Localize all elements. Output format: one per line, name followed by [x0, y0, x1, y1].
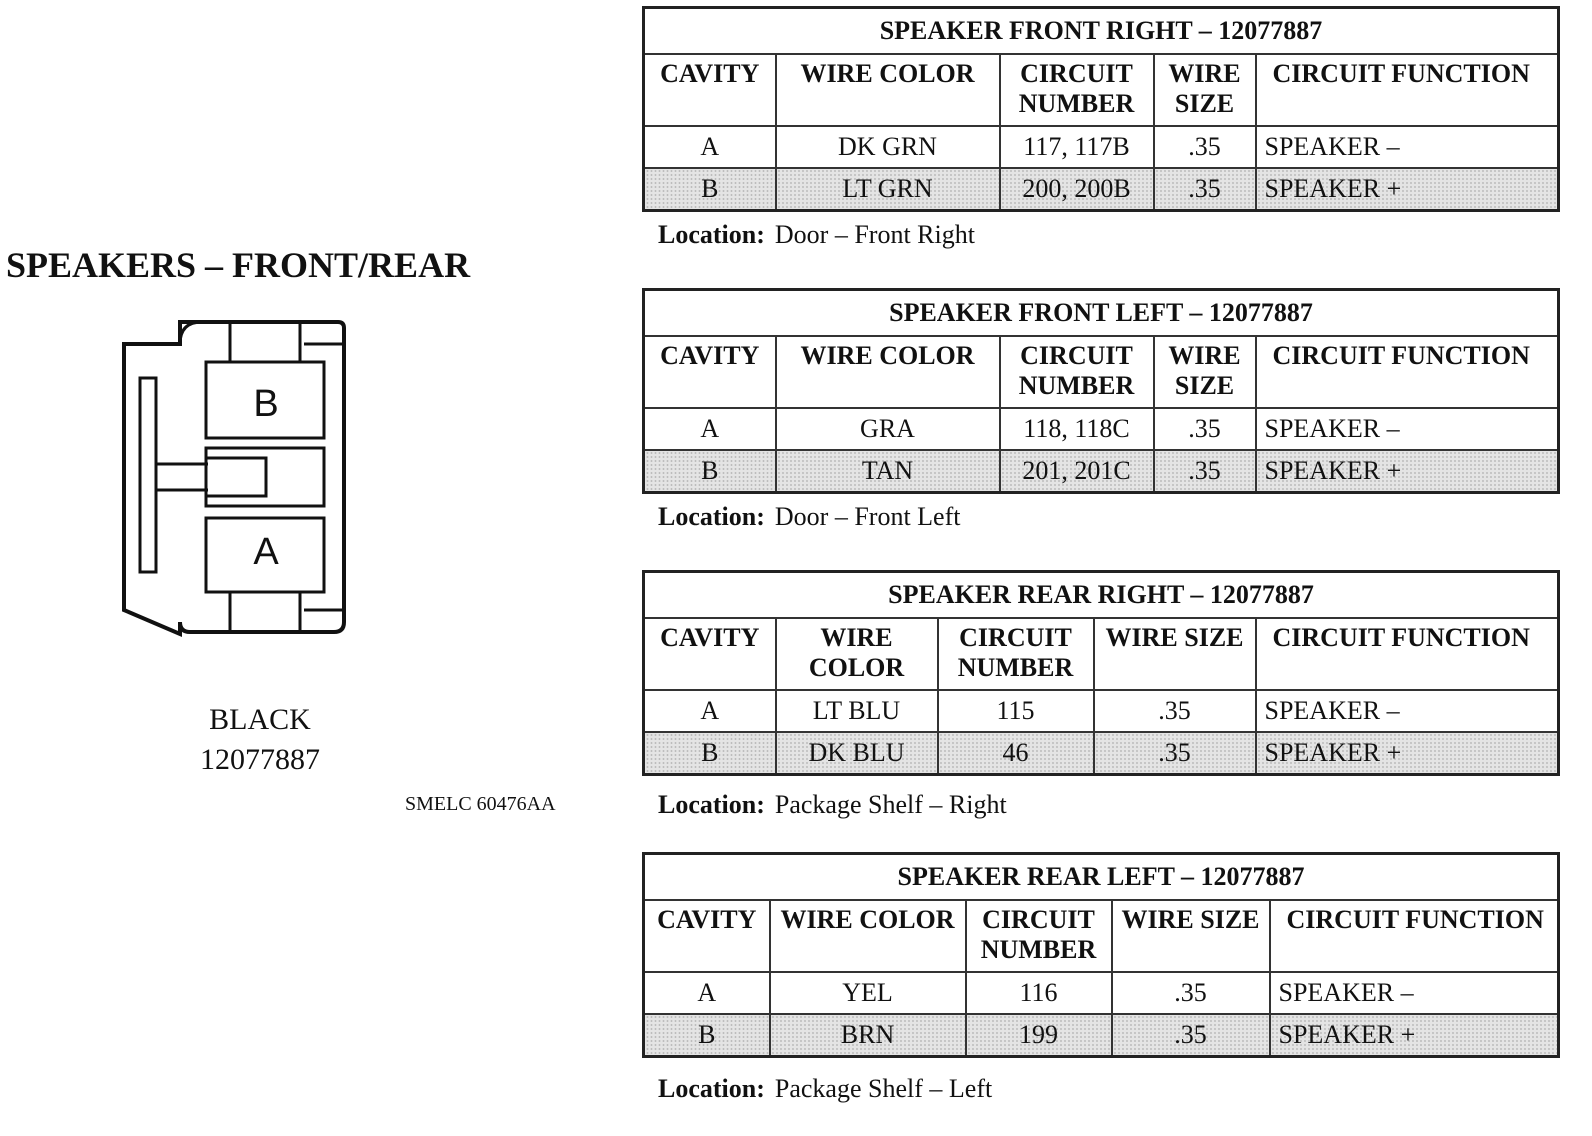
cell-circuit-number: 116 — [966, 972, 1112, 1014]
cell-circuit-number: 46 — [938, 732, 1094, 775]
cell-wire-size: .35 — [1154, 408, 1256, 450]
col-header-wire-size: WIRE SIZE — [1154, 54, 1256, 126]
table-row — [644, 168, 1559, 211]
location-line — [658, 220, 1560, 250]
col-header-circuit-function: CIRCUIT FUNCTION — [1256, 618, 1559, 690]
cell-cavity: A — [644, 126, 776, 168]
cell-circuit-number: 115 — [938, 690, 1094, 732]
pinout-table — [642, 852, 1560, 1058]
col-header-cavity: CAVITY — [644, 900, 770, 972]
connector-part-number: 12077887 — [200, 743, 320, 776]
col-header-wire-color: WIRE COLOR — [776, 336, 1000, 408]
pinout-table — [642, 570, 1560, 776]
location-label: Location: — [658, 502, 765, 531]
col-header-wire-color: WIRE COLOR — [776, 54, 1000, 126]
table-row — [644, 972, 1559, 1014]
location-value: Package Shelf – Left — [774, 1074, 993, 1103]
cell-cavity: B — [644, 1014, 770, 1057]
col-header-cavity: CAVITY — [644, 618, 776, 690]
cell-circuit-number: 199 — [966, 1014, 1112, 1057]
cell-circuit-function: SPEAKER + — [1256, 732, 1559, 775]
cell-circuit-number: 200, 200B — [1000, 168, 1154, 211]
cell-circuit-function: SPEAKER – — [1270, 972, 1559, 1014]
cavity-label-b: B — [253, 383, 279, 425]
cell-wire-color: YEL — [770, 972, 966, 1014]
table-title: SPEAKER REAR RIGHT – 12077887 — [644, 572, 1559, 619]
cell-wire-color: GRA — [776, 408, 1000, 450]
col-header-wire-size: WIRE SIZE — [1094, 618, 1256, 690]
connector-color: BLACK — [209, 703, 311, 736]
table-row — [644, 1014, 1559, 1057]
connector-table-front-right — [642, 6, 1560, 250]
cell-circuit-number: 201, 201C — [1000, 450, 1154, 493]
cell-wire-color: DK BLU — [776, 732, 938, 775]
connector-diagram — [118, 318, 350, 640]
page-title: SPEAKERS – FRONT/REAR — [6, 245, 471, 285]
cell-circuit-function: SPEAKER + — [1256, 168, 1559, 211]
table-title: SPEAKER FRONT RIGHT – 12077887 — [644, 8, 1559, 55]
figure-id: SMELC 60476AA — [405, 793, 556, 815]
col-header-wire-color: WIRE COLOR — [776, 618, 938, 690]
location-label: Location: — [658, 220, 765, 249]
connector-caption — [150, 700, 370, 780]
cell-circuit-function: SPEAKER – — [1256, 408, 1559, 450]
location-label: Location: — [658, 790, 765, 819]
cell-circuit-function: SPEAKER + — [1270, 1014, 1559, 1057]
pinout-table — [642, 6, 1560, 212]
cell-cavity: B — [644, 168, 776, 211]
cell-cavity: A — [644, 408, 776, 450]
cell-cavity: A — [644, 690, 776, 732]
col-header-circuit-function: CIRCUIT FUNCTION — [1256, 336, 1559, 408]
col-header-cavity: CAVITY — [644, 336, 776, 408]
col-header-wire-size: WIRE SIZE — [1112, 900, 1270, 972]
cell-wire-size: .35 — [1094, 732, 1256, 775]
cell-circuit-function: SPEAKER – — [1256, 126, 1559, 168]
cell-cavity: A — [644, 972, 770, 1014]
location-label: Location: — [658, 1074, 765, 1103]
cell-wire-color: DK GRN — [776, 126, 1000, 168]
table-row — [644, 732, 1559, 775]
cell-wire-size: .35 — [1154, 126, 1256, 168]
col-header-circuit-number: CIRCUIT NUMBER — [1000, 336, 1154, 408]
cell-circuit-function: SPEAKER + — [1256, 450, 1559, 493]
cavity-label-a: A — [253, 531, 279, 573]
col-header-circuit-function: CIRCUIT FUNCTION — [1256, 54, 1559, 126]
col-header-circuit-number: CIRCUIT NUMBER — [1000, 54, 1154, 126]
location-line — [658, 502, 1560, 532]
table-row — [644, 408, 1559, 450]
location-line — [658, 790, 1560, 820]
location-value: Door – Front Right — [774, 220, 975, 249]
location-line — [658, 1074, 1560, 1104]
cell-wire-size: .35 — [1154, 450, 1256, 493]
cell-circuit-number: 117, 117B — [1000, 126, 1154, 168]
connector-table-front-left — [642, 288, 1560, 532]
cell-wire-size: .35 — [1112, 972, 1270, 1014]
col-header-wire-size: WIRE SIZE — [1154, 336, 1256, 408]
table-row — [644, 450, 1559, 493]
connector-table-rear-right — [642, 570, 1560, 820]
location-value: Package Shelf – Right — [774, 790, 1007, 819]
col-header-circuit-function: CIRCUIT FUNCTION — [1270, 900, 1559, 972]
table-row — [644, 690, 1559, 732]
cell-wire-color: TAN — [776, 450, 1000, 493]
location-value: Door – Front Left — [774, 502, 961, 531]
cell-cavity: B — [644, 732, 776, 775]
cell-wire-size: .35 — [1154, 168, 1256, 211]
table-title: SPEAKER FRONT LEFT – 12077887 — [644, 290, 1559, 337]
col-header-wire-color: WIRE COLOR — [770, 900, 966, 972]
cell-cavity: B — [644, 450, 776, 493]
cell-wire-color: BRN — [770, 1014, 966, 1057]
connector-body — [124, 322, 344, 634]
table-title: SPEAKER REAR LEFT – 12077887 — [644, 854, 1559, 901]
pinout-table — [642, 288, 1560, 494]
cell-circuit-number: 118, 118C — [1000, 408, 1154, 450]
cell-wire-size: .35 — [1094, 690, 1256, 732]
col-header-cavity: CAVITY — [644, 54, 776, 126]
col-header-circuit-number: CIRCUIT NUMBER — [938, 618, 1094, 690]
connector-table-rear-left — [642, 852, 1560, 1104]
table-row — [644, 126, 1559, 168]
col-header-circuit-number: CIRCUIT NUMBER — [966, 900, 1112, 972]
cell-circuit-function: SPEAKER – — [1256, 690, 1559, 732]
cell-wire-size: .35 — [1112, 1014, 1270, 1057]
cell-wire-color: LT GRN — [776, 168, 1000, 211]
cell-wire-color: LT BLU — [776, 690, 938, 732]
